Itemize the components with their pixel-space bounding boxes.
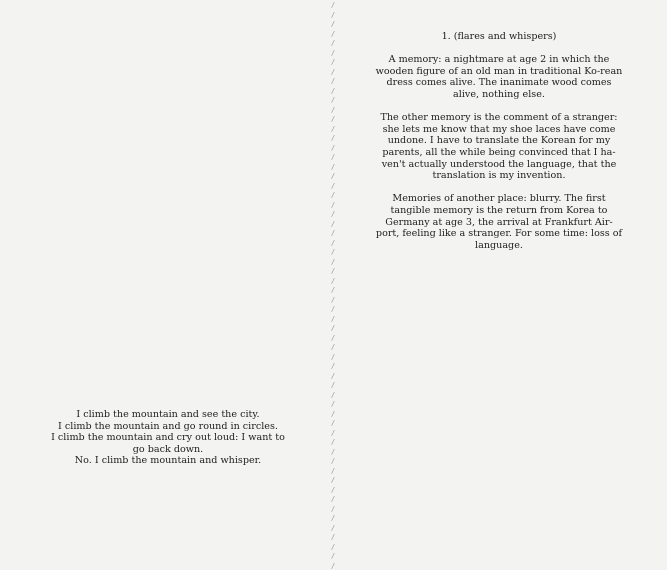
poem-line: I climb the mountain and see the city. (76, 409, 260, 420)
poem-line: I climb the mountain and cry out loud: I want to (51, 432, 285, 444)
poem-line: I climb the mountain and go round in circles. (58, 420, 278, 432)
poem-line: No. I climb the mountain and whisper. (74, 455, 262, 467)
page-gutter-divider: / / / / / / / / / / / / / / / / / / / / / / / / / / / / / / / / / / / / / / / / / / / / / / / / / / / / / / / / / / / / (330, 0, 336, 570)
right-page (336, 0, 667, 500)
paragraph: The other memory is the comment of a stranger: she lets me know that my shoe laces have come undone. I have to translate the Korean for my parents, all the while being convinced that I ha-ven't actually understood the language, that the translation is my invention. (380, 112, 618, 182)
paragraph: A memory: a nightmare at age 2 in which the wooden figure of an old man in traditional Ko-rean dress comes alive. The inanimate wood comes alive, nothing else. (375, 54, 623, 100)
left-page (0, 0, 332, 500)
poem (38, 409, 298, 467)
poem-line: go back down. (132, 443, 204, 455)
paragraph: Memories of another place: blurry. The first tangible memory is the return from Korea to Germany at age 3, the arrival at Frankfurt Air-port, feeling like a stranger. For some time: loss of language. (375, 193, 623, 251)
text-column (374, 31, 624, 263)
section-heading: 1. (flares and whispers) (441, 31, 557, 42)
